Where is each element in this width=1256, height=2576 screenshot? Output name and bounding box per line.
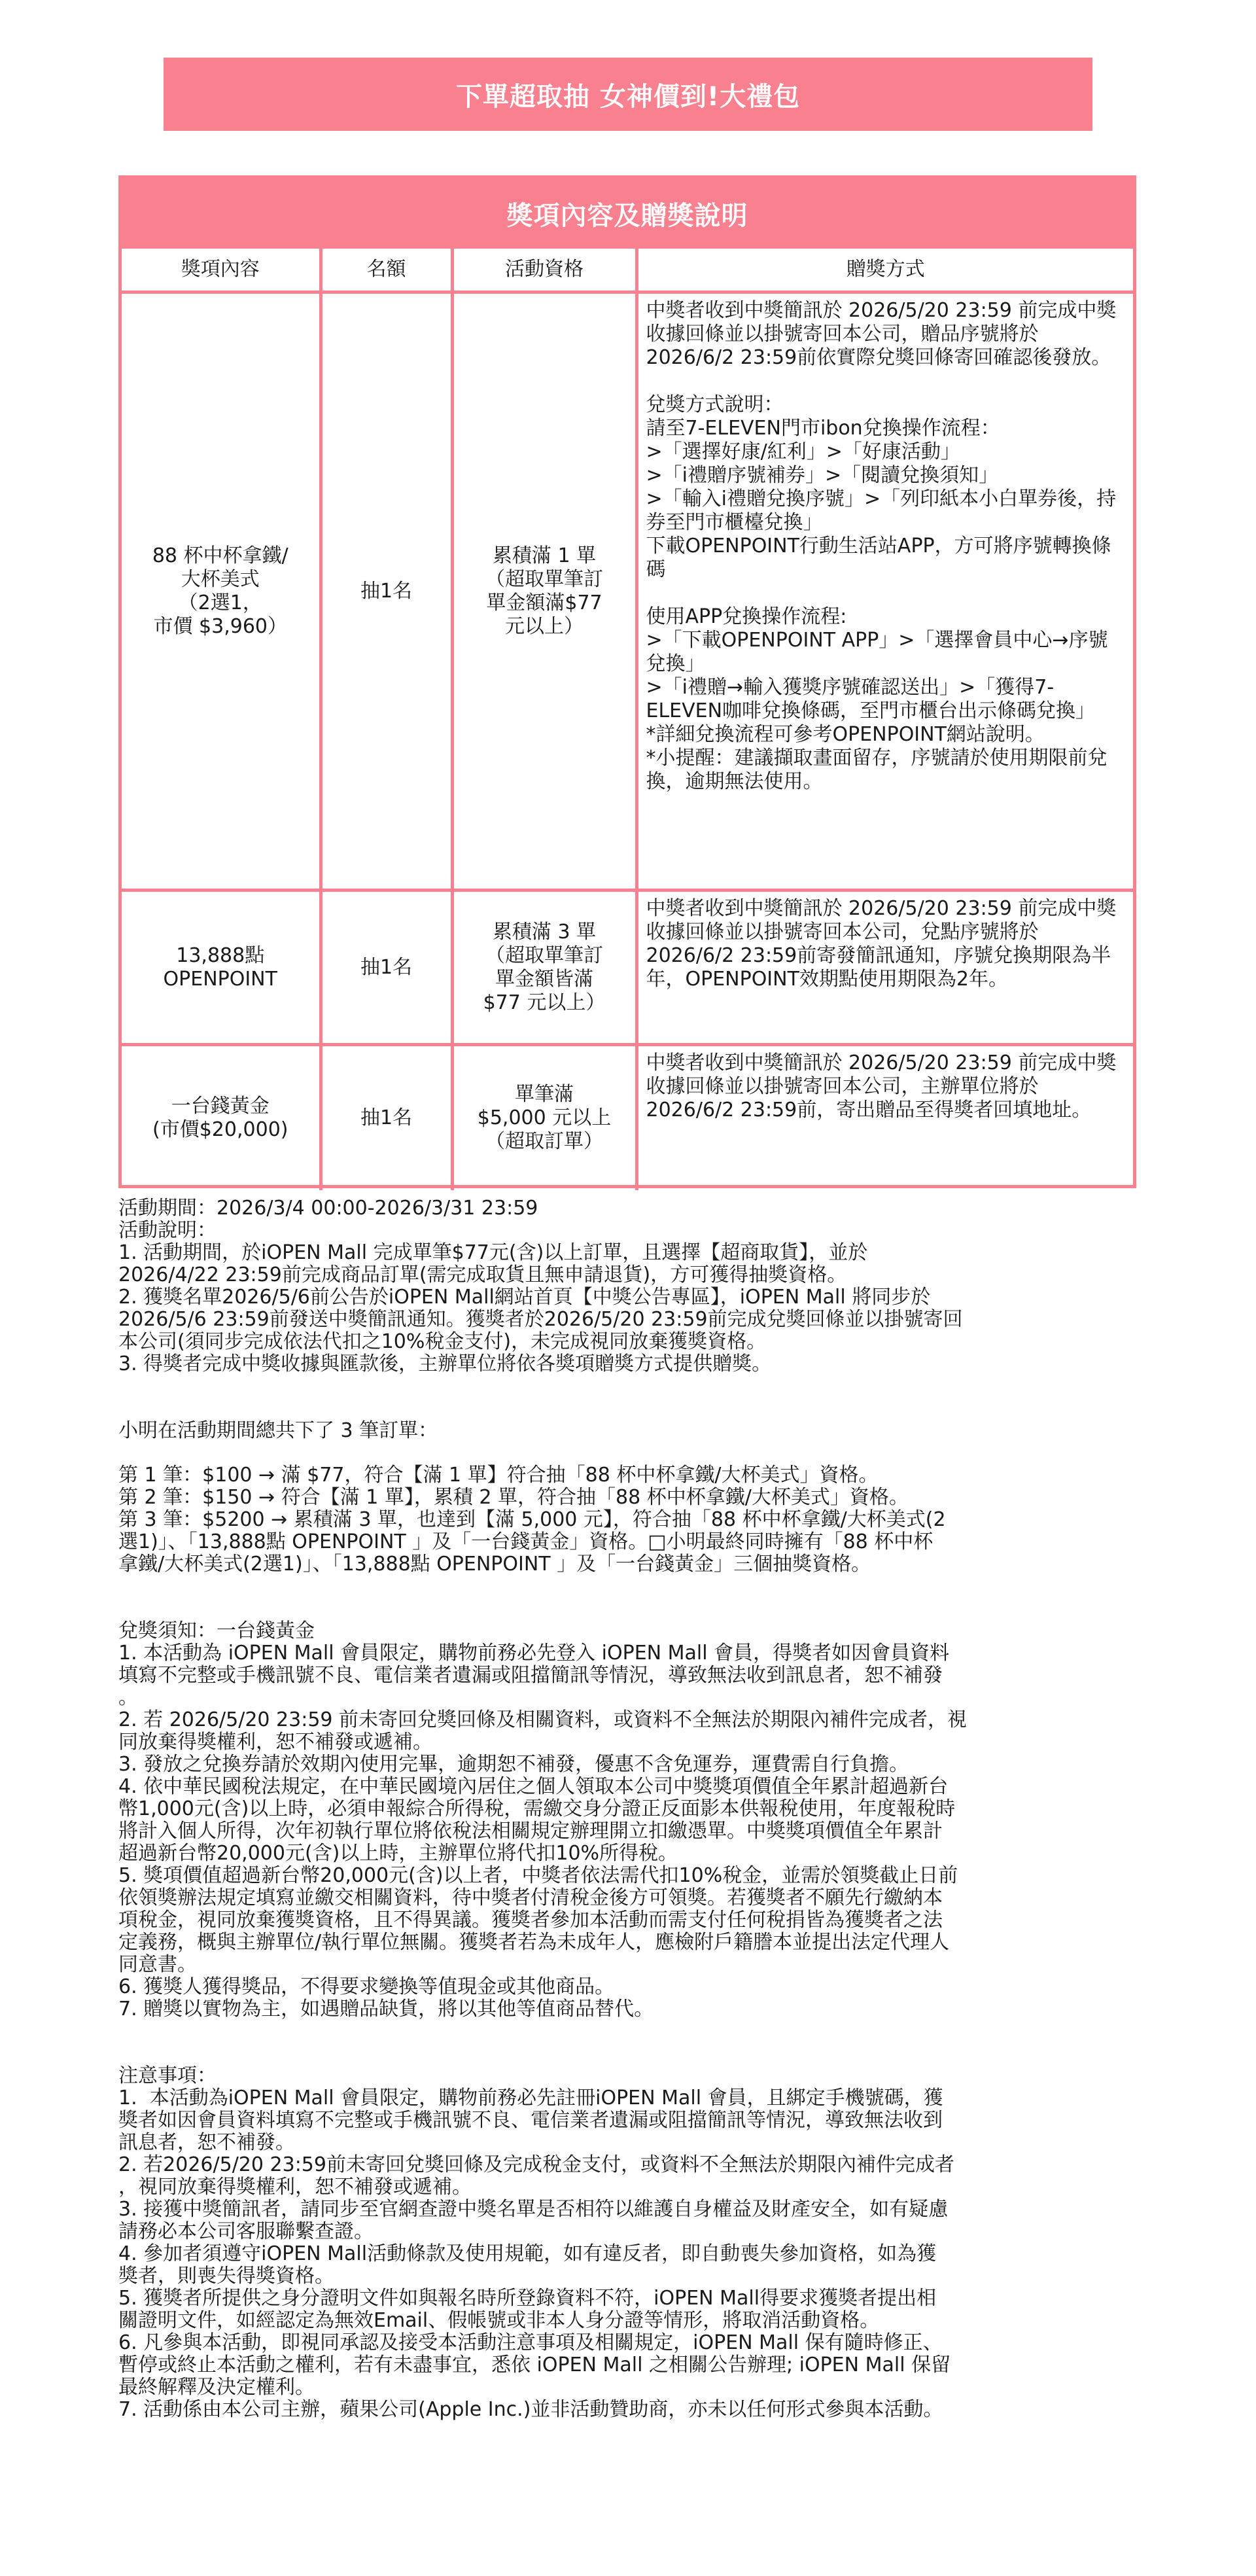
prize-cell: 88 杯中杯拿鐵/ 大杯美式 （2選1， 市價 $3,960） <box>122 292 321 891</box>
table-row <box>122 1045 1133 1190</box>
prize-section-title: 獎項內容及贈獎說明 <box>122 179 1133 249</box>
prize-table-header-row <box>122 249 1133 292</box>
prize-table <box>122 249 1133 1190</box>
eligibility-cell: 累積滿 1 單 （超取單筆訂 單金額滿$77 元以上） <box>452 292 637 891</box>
prize-cell: 一台錢黃金 (市價$20,000) <box>122 1045 321 1190</box>
method-cell: 中獎者收到中獎簡訊於 2026/5/20 23:59 前完成中獎收據回條並以掛號寄回本公司，贈品序號將於2026/6/2 23:59前依實際兌獎回條寄回確認後發放。 兌獎方式說明： 請至7-ELEVEN門市ibon兌換操作流程： >「選擇好康/紅利」>「好康活動」 >「i禮贈序號補券」>「閱讀兌換須知」 >「輸入i禮贈兌換序號」>「列印紙本小白單券後，持券至門市櫃檯兌換」 下載OPENPOINT行動生活站APP，方可將序號轉換條碼 使用APP兌換操作流程: >「下載OPENPOINT APP」>「選擇會員中心→序號兌換」 >「i禮贈→輸入獲獎序號確認送出」>「獲得7-ELEVEN咖啡兌換條碼，至門市櫃台出示條碼兌換」 *詳細兌換流程可參考OPENPOINT網站說明。 *小提醒：建議擷取畫面留存，序號請於使用期限前兌換，逾期無法使用。 <box>637 292 1133 891</box>
method-cell: 中獎者收到中獎簡訊於 2026/5/20 23:59 前完成中獎收據回條並以掛號寄回本公司，兌點序號將於2026/6/2 23:59前寄發簡訊通知，序號兌換期限為半年，OPENPOINT效期點使用期限為2年。 <box>637 891 1133 1045</box>
eligibility-cell: 累積滿 3 單 （超取單筆訂 單金額皆滿 $77 元以上） <box>452 891 637 1045</box>
header-quota: 名額 <box>321 249 452 292</box>
header-prize: 獎項內容 <box>122 249 321 292</box>
header-method: 贈獎方式 <box>637 249 1133 292</box>
campaign-banner-title: 下單超取抽 女神價到!大禮包 <box>164 58 1092 131</box>
quota-cell: 抽1名 <box>321 891 452 1045</box>
table-row <box>122 891 1133 1045</box>
campaign-terms-text: 活動期間：2026/3/4 00:00-2026/3/31 23:59 活動說明： 1. 活動期間，於iOPEN Mall 完成單筆$77元(含)以上訂單，且選擇【超商取貨】，並於 2026/4/22 23:59前完成商品訂單(需完成取貨且無申請退貨)，方可獲得抽獎資格。 2. 獲獎名單2026/5/6前公告於iOPEN Mall網站首頁【中獎公告專區】，iOPEN Mall 將同步於 2026/5/6 23:59前發送中獎簡訊通知。獲獎者於2026/5/20 23:59前完成兌獎回條並以掛號寄回 本公司(須同步完成依法代扣之10%稅金支付)，未完成視同放棄獲獎資格。 3. 得獎者完成中獎收據與匯款後，主辦單位將依各獎項贈獎方式提供贈獎。 小明在活動期間總共下了 3 筆訂單： 第 1 筆：$100 → 滿 $77，符合【滿 1 單】符合抽「88 杯中杯拿鐵/大杯美式」資格。 第 2 筆：$150 → 符合【滿 1 單】，累積 2 單，符合抽「88 杯中杯拿鐵/大杯美式」資格。 第 3 筆：$5200 → 累積滿 3 單，也達到【滿 5,000 元】，符合抽「88 杯中杯拿鐵/大杯美式(2 選1)」、「13,888點 OPENPOINT 」及「一台錢黃金」資格。□小明最終同時擁有「88 杯中杯 拿鐵/大杯美式(2選1)」、「13,888點 OPENPOINT 」及「一台錢黃金」三個抽獎資格。 兌獎須知：一台錢黃金 1. 本活動為 iOPEN Mall 會員限定，購物前務必先登入 iOPEN Mall 會員，得獎者如因會員資料 填寫不完整或手機訊號不良、電信業者遺漏或阻擋簡訊等情況，導致無法收到訊息者，恕不補發 。 2. 若 2026/5/20 23:59 前未寄回兌獎回條及相關資料，或資料不全無法於期限內補件完成者，視 同放棄得獎權利，恕不補發或遞補。 3. 發放之兌換券請於效期內使用完畢，逾期恕不補發，優惠不含免運券，運費需自行負擔。 4. 依中華民國稅法規定，在中華民國境內居住之個人領取本公司中獎獎項價值全年累計超過新台 幣1,000元(含)以上時，必須申報綜合所得稅，需繳交身分證正反面影本供報稅使用，年度報稅時 將計入個人所得，次年初執行單位將依稅法相關規定辦理開立扣繳憑單。中獎獎項價值全年累計 超過新台幣20,000元(含)以上時，主辦單位將代扣10%所得稅。 5. 獎項價值超過新台幣20,000元(含)以上者，中獎者依法需代扣10%稅金，並需於領獎截止日前 依領獎辦法規定填寫並繳交相關資料，待中獎者付清稅金後方可領獎。若獲獎者不願先行繳納本 項稅金，視同放棄獲獎資格，且不得異議。獲獎者參加本活動而需支付任何稅捐皆為獲獎者之法 定義務，概與主辦單位/執行單位無關。獲獎者若為未成年人，應檢附戶籍謄本並提出法定代理人 同意書。 6. 獲獎人獲得獎品，不得要求變換等值現金或其他商品。 7. 贈獎以實物為主，如遇贈品缺貨，將以其他等值商品替代。 注意事項： 1. 本活動為iOPEN Mall 會員限定，購物前務必先註冊iOPEN Mall 會員，且綁定手機號碼，獲 獎者如因會員資料填寫不完整或手機訊號不良、電信業者遺漏或阻擋簡訊等情況，導致無法收到 訊息者，恕不補發。 2. 若2026/5/20 23:59前未寄回兌獎回條及完成稅金支付，或資料不全無法於期限內補件完成者 ，視同放棄得獎權利，恕不補發或遞補。 3. 接獲中獎簡訊者，請同步至官網查證中獎名單是否相符以維護自身權益及財產安全，如有疑慮 請務必本公司客服聯繫查證。 4. 參加者須遵守iOPEN Mall活動條款及使用規範，如有違反者，即自動喪失參加資格，如為獲 獎者，則喪失得獎資格。 5. 獲獎者所提供之身分證明文件如與報名時所登錄資料不符，iOPEN Mall得要求獲獎者提出相 關證明文件，如經認定為無效Email、假帳號或非本人身分證等情形，將取消活動資格。 6. 凡參與本活動，即視同承認及接受本活動注意事項及相關規定，iOPEN Mall 保有隨時修正、 暫停或終止本活動之權利，若有未盡事宜，悉依 iOPEN Mall 之相關公告辦理; iOPEN Mall 保留 最終解釋及決定權利。 7. 活動係由本公司主辦，蘋果公司(Apple Inc.)並非活動贊助商，亦未以任何形式參與本活動。 <box>118 1197 968 2421</box>
header-eligibility: 活動資格 <box>452 249 637 292</box>
table-row <box>122 292 1133 891</box>
prize-section <box>118 175 1136 1188</box>
quota-cell: 抽1名 <box>321 1045 452 1190</box>
method-cell: 中獎者收到中獎簡訊於 2026/5/20 23:59 前完成中獎收據回條並以掛號寄回本公司，主辦單位將於2026/6/2 23:59前，寄出贈品至得獎者回填地址。 <box>637 1045 1133 1190</box>
eligibility-cell: 單筆滿 $5,000 元以上 （超取訂單） <box>452 1045 637 1190</box>
quota-cell: 抽1名 <box>321 292 452 891</box>
prize-cell: 13,888點 OPENPOINT <box>122 891 321 1045</box>
